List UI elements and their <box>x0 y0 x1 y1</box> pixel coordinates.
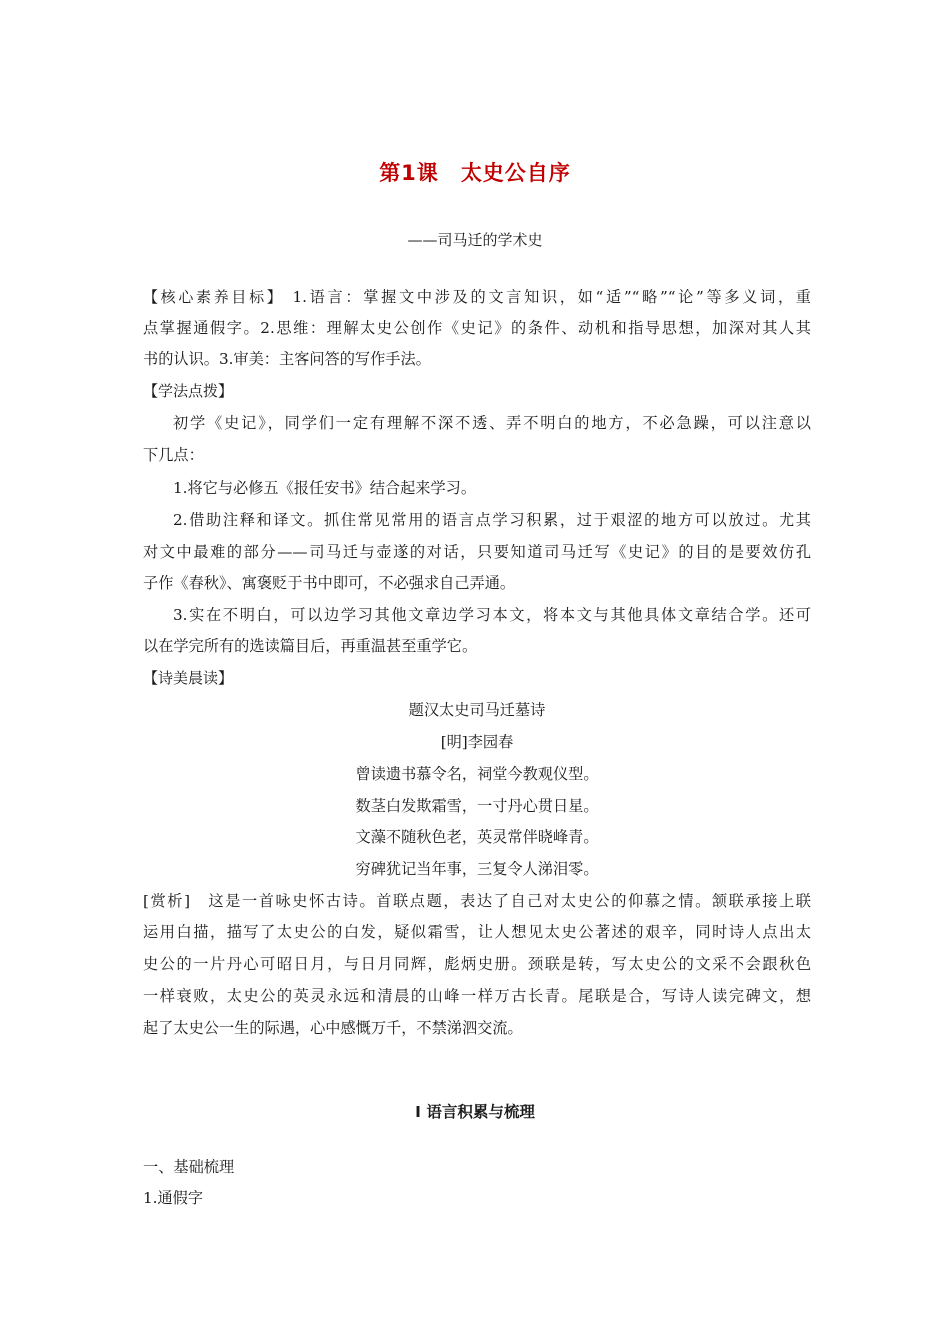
core-goals-label: 【核心素养目标】 <box>143 288 285 306</box>
section-heading: Ⅰ 语言积累与梳理 <box>415 1103 535 1121</box>
poem-verse-4: 穷碑犹记当年事，三复令人涕泪零。 <box>355 860 599 878</box>
poem-verse-2: 数茎白发欺霜雪，一寸丹心贯日星。 <box>355 797 599 815</box>
core-goals-line-2: 点掌握通假字。2.思维：理解太史公创作《史记》的条件、动机和指导思想，加深对其人其 <box>143 319 811 337</box>
poem-author: [明]李园春 <box>440 733 514 751</box>
study-tips-point-3-line-2: 以在学完所有的选读篇目后，再重温甚至重学它。 <box>143 637 478 655</box>
study-tips-label: 【学法点拨】 <box>143 382 234 400</box>
appreciation-line-1: [赏析] 这是一首咏史怀古诗。首联点题，表达了自己对太史公的仰慕之情。颔联承接上联 <box>143 892 811 910</box>
core-goals-line-3: 书的认识。3.审美：主客问答的写作手法。 <box>143 350 431 368</box>
lesson-name: 太史公自序 <box>460 161 571 185</box>
study-tips-point-2-line-2: 对文中最难的部分——司马迁与壶遂的对话，只要知道司马迁写《史记》的目的是要效仿孔 <box>143 543 811 561</box>
appreciation-line-3: 史公的一片丹心可昭日月，与日月同辉，彪炳史册。颈联是转，写太史公的文采不会跟秋色 <box>143 955 811 973</box>
lesson-subtitle: ——司马迁的学术史 <box>407 231 543 249</box>
appreciation-line-4: 一样衰败，太史公的英灵永远和清晨的山峰一样万古长青。尾联是合，写诗人读完碑文，想 <box>143 987 811 1005</box>
appreciation-line-5: 起了太史公一生的际遇，心中感慨万千，不禁涕泗交流。 <box>143 1019 523 1037</box>
study-tips-intro-1: 初学《史记》，同学们一定有理解不深不透、弄不明白的地方，不必急躁，可以注意以 <box>173 414 811 432</box>
section-sub-heading: 一、基础梳理 <box>143 1158 235 1176</box>
core-goals-line-1: 【核心素养目标】 1.语言：掌握文中涉及的文言知识，如“适”“略”“论”等多义词，重 <box>143 288 811 306</box>
poem-verse-3: 文藻不随秋色老，英灵常伴晓峰青。 <box>355 828 599 846</box>
study-tips-point-2-line-1: 2.借助注释和译文。抓住常见常用的语言点学习积累，过于艰涩的地方可以放过。尤其 <box>173 511 811 529</box>
appreciation-line-2: 运用白描，描写了太史公的白发，疑似霜雪，让人想见太史公著述的艰辛，同时诗人点出太 <box>143 923 811 941</box>
section-item-1: 1.通假字 <box>143 1189 204 1207</box>
study-tips-point-1: 1.将它与必修五《报任安书》结合起来学习。 <box>173 479 477 497</box>
poem-title: 题汉太史司马迁墓诗 <box>408 701 546 719</box>
lesson-title <box>0 157 950 187</box>
lesson-number: 第1课 <box>379 161 439 185</box>
study-tips-point-3-line-1: 3.实在不明白，可以边学习其他文章边学习本文，将本文与其他具体文章结合学。还可 <box>173 606 811 624</box>
poem-reading-label: 【诗美晨读】 <box>143 669 234 687</box>
study-tips-intro-2: 下几点： <box>143 446 204 464</box>
study-tips-point-2-line-3: 子作《春秋》、寓褒贬于书中即可，不必强求自己弄通。 <box>143 574 516 592</box>
poem-verse-1: 曾读遗书慕令名，祠堂今教观仪型。 <box>355 765 599 783</box>
